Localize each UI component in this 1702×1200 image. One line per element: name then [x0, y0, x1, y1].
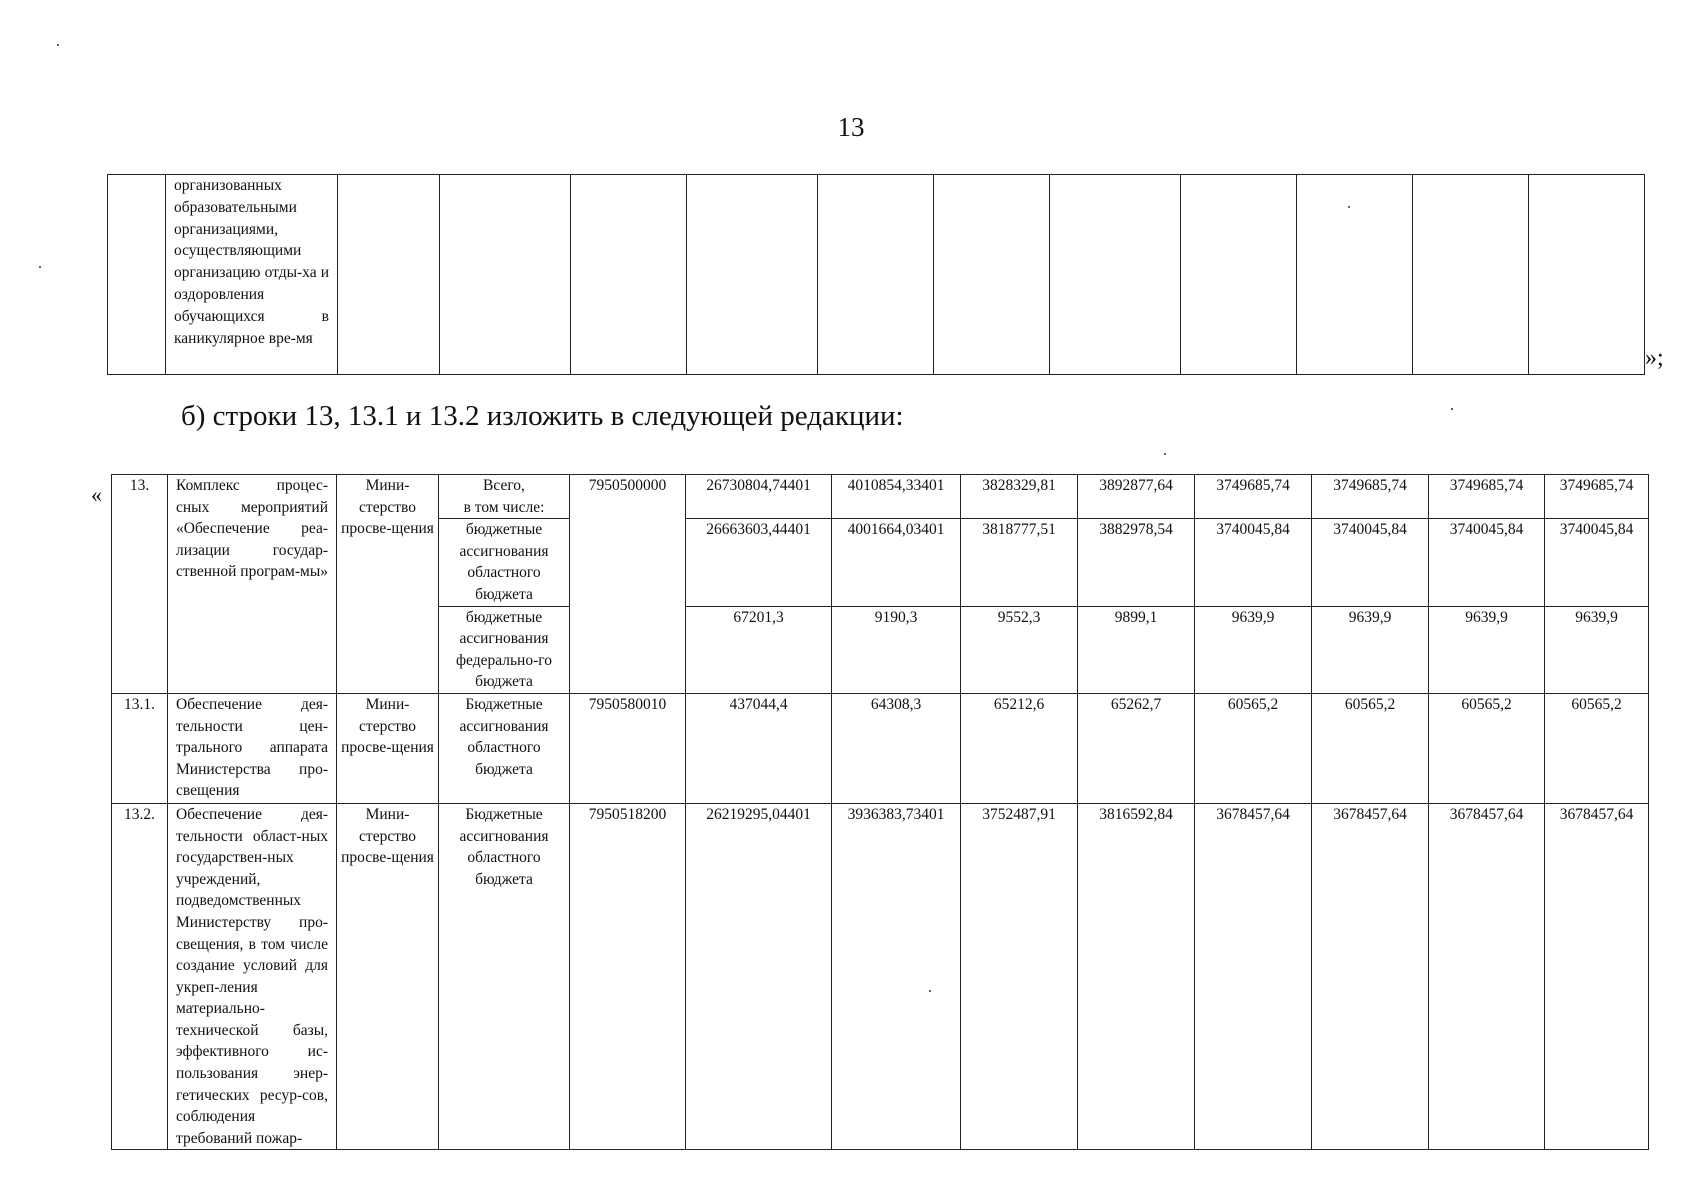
value-cell: 3749685,74	[1195, 475, 1312, 519]
cell-empty	[1413, 175, 1529, 375]
row-executor: Мини-стерство просве-щения	[337, 475, 439, 694]
value-cell: 60565,2	[1312, 693, 1429, 803]
scan-speck	[1164, 453, 1166, 455]
program-table	[111, 474, 1649, 1150]
cell-empty	[1529, 175, 1645, 375]
row-name: Обеспечение дея-тельности област-ных государствен-ных учреждений, подведомственных Министерству про-свещения, в том числе создание условий для укреп-ления материально-технической базы, эффективного ис-пользования энер-гетических ресур-сов, соблюдения требований пожар-	[168, 803, 337, 1150]
value-cell: 64308,3	[832, 693, 961, 803]
value-cell: 3936383,73401	[832, 803, 961, 1150]
source-label: Бюджетные ассигнования областного бюджета	[439, 693, 570, 803]
value-cell: 3882978,54	[1078, 519, 1195, 606]
instruction-text: б) строки 13, 13.1 и 13.2 изложить в следующей редакции:	[181, 400, 904, 432]
continued-table	[107, 174, 1645, 375]
value-cell: 60565,2	[1429, 693, 1545, 803]
cell-empty	[338, 175, 440, 375]
cell-empty	[687, 175, 818, 375]
source-label: бюджетные ассигнования областного бюджета	[439, 519, 570, 606]
value-cell: 3678457,64	[1312, 803, 1429, 1150]
row-number: 13.2.	[112, 803, 168, 1150]
cell-empty	[571, 175, 687, 375]
value-cell: 3818777,51	[961, 519, 1078, 606]
value-cell: 60565,2	[1545, 693, 1649, 803]
table-row	[112, 475, 1649, 519]
value-cell: 3678457,64	[1545, 803, 1649, 1150]
row-name: Обеспечение дея-тельности цен-трального аппарата Министерства про-свещения	[168, 693, 337, 803]
row-code: 7950500000	[570, 475, 686, 694]
source-label: Всего, в том числе:	[439, 475, 570, 519]
value-cell: 4010854,33401	[832, 475, 961, 519]
value-cell: 67201,3	[686, 606, 832, 693]
value-cell: 3678457,64	[1195, 803, 1312, 1150]
value-cell: 9552,3	[961, 606, 1078, 693]
value-cell: 9899,1	[1078, 606, 1195, 693]
scan-speck	[57, 44, 59, 46]
page-number: 13	[837, 112, 865, 142]
row-executor: Мини-стерство просве-щения	[337, 803, 439, 1150]
cell-empty	[1050, 175, 1181, 375]
value-cell: 9639,9	[1312, 606, 1429, 693]
value-cell: 3752487,91	[961, 803, 1078, 1150]
value-cell: 4001664,03401	[832, 519, 961, 606]
value-cell: 3740045,84	[1312, 519, 1429, 606]
value-cell: 60565,2	[1195, 693, 1312, 803]
value-cell: 3749685,74	[1312, 475, 1429, 519]
value-cell: 65212,6	[961, 693, 1078, 803]
value-cell: 3892877,64	[1078, 475, 1195, 519]
row-executor: Мини-стерство просве-щения	[337, 693, 439, 803]
value-cell: 437044,4	[686, 693, 832, 803]
value-cell: 3828329,81	[961, 475, 1078, 519]
value-cell: 3740045,84	[1195, 519, 1312, 606]
row-code: 7950518200	[570, 803, 686, 1150]
row-number: 13.	[112, 475, 168, 694]
continued-row-text: организованных образовательными организациями, осуществляющими организацию отды-ха и оздоровления обучающихся в каникулярное вре-мя	[166, 175, 338, 375]
value-cell: 9639,9	[1545, 606, 1649, 693]
value-cell: 9190,3	[832, 606, 961, 693]
table-row	[112, 803, 1649, 1150]
cell-empty	[1181, 175, 1297, 375]
table-row	[112, 693, 1649, 803]
scan-speck	[929, 990, 931, 992]
scan-speck	[1348, 206, 1350, 208]
value-cell: 3816592,84	[1078, 803, 1195, 1150]
value-cell: 3740045,84	[1545, 519, 1649, 606]
value-cell: 3749685,74	[1429, 475, 1545, 519]
cell-empty	[934, 175, 1050, 375]
scan-speck	[1451, 408, 1453, 410]
scan-speck	[39, 266, 41, 268]
cell-empty	[108, 175, 166, 375]
value-cell: 3740045,84	[1429, 519, 1545, 606]
row-number: 13.1.	[112, 693, 168, 803]
row-name: Комплекс процес-сных мероприятий «Обеспечение реа-лизации государ-ственной програм-мы»	[168, 475, 337, 694]
opening-quote-mark: «	[91, 482, 102, 507]
source-label: бюджетные ассигнования федерально-го бюджета	[439, 606, 570, 693]
value-cell: 3749685,74	[1545, 475, 1649, 519]
closing-quote-mark: »;	[1645, 345, 1664, 371]
value-cell: 9639,9	[1429, 606, 1545, 693]
value-cell: 65262,7	[1078, 693, 1195, 803]
cell-empty	[1297, 175, 1413, 375]
value-cell: 26663603,44401	[686, 519, 832, 606]
value-cell: 26219295,04401	[686, 803, 832, 1150]
value-cell: 26730804,74401	[686, 475, 832, 519]
value-cell: 3678457,64	[1429, 803, 1545, 1150]
value-cell: 9639,9	[1195, 606, 1312, 693]
source-label: Бюджетные ассигнования областного бюджета	[439, 803, 570, 1150]
row-code: 7950580010	[570, 693, 686, 803]
cell-empty	[440, 175, 571, 375]
cell-empty	[818, 175, 934, 375]
